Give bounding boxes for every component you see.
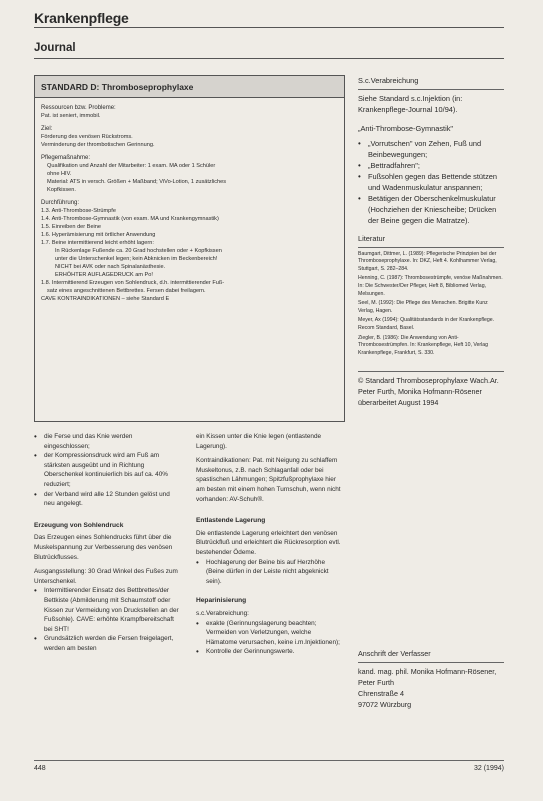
literature-entry: Meyer, Ax (1994): Qualitätsstandards in der Krankenpflege. Recom Standard, Basel. xyxy=(358,317,495,331)
right-column xyxy=(358,75,504,408)
header-rule xyxy=(34,27,504,28)
box-line: Ressourcen bzw. Probleme: xyxy=(41,105,116,111)
author-line: Chrenstraße 4 xyxy=(358,689,404,698)
box-line: 1.8. Intermittierend Erzeugen von Sohlendruck, d.h. intermittierender Fuß- xyxy=(41,280,225,286)
list-item: • Hochlagerung der Beine bis auf Herzhöhe (Beine dürfen in der Leiste nicht abgeknickt sein). xyxy=(196,558,344,587)
list-item: • „Vorrutschen" von Zehen, Fuß und Beinbewegungen; xyxy=(358,138,504,160)
box-line: 1.5. Einreiben der Beine xyxy=(41,224,102,230)
box-line: Pat. ist seniert, immobil. xyxy=(41,113,101,119)
box-line: unter die Unterschenkel legen; kein Abknicken im Beckenbereich! xyxy=(55,256,218,262)
list-item: • Kontrolle der Gerinnungswerte. xyxy=(196,647,344,657)
divider xyxy=(358,89,504,90)
box-line: CAVE KONTRAINDIKATIONEN – siehe Standard E xyxy=(41,296,170,302)
section-heading: Heparinisierung xyxy=(196,597,247,605)
box-line: Kopfkissen. xyxy=(47,187,76,193)
standard-box-body xyxy=(41,104,339,303)
paragraph: Siehe Standard s.c.Injektion (in: Krankenpflege-Journal 10/94). xyxy=(358,94,463,114)
box-line: 1.6. Hyperämisierung mit örtlicher Anwendung xyxy=(41,232,156,238)
journal-subtitle: Journal xyxy=(34,42,76,54)
header-rule-2 xyxy=(34,58,504,59)
list-item: • exakte (Gerinnungslagerung beachten; Vermeiden von Verletzungen, welche Hämatome verursachen, keine i.m.Injektionen); xyxy=(196,619,344,648)
page-number: 448 xyxy=(34,765,46,772)
divider xyxy=(358,371,504,372)
authors-heading: Anschrift der Verfasser xyxy=(358,649,431,658)
paragraph: Die entlastende Lagerung erleichtert den venösen Blutrückfluß und erleichtert die Rückresorption evtl. bestehender Ödeme. xyxy=(196,529,341,556)
box-line: ERHÖHTER AUFLAGEDRUCK am Po! xyxy=(55,272,153,278)
paragraph: „Anti-Thrombose-Gymnastik" xyxy=(358,124,454,133)
author-line: Peter Furth xyxy=(358,678,394,687)
divider xyxy=(358,662,504,663)
box-line: Qualifikation und Anzahl der Mitarbeiter: 1 exam. MA oder 1 Schüler xyxy=(47,163,216,169)
section-heading: Entlastende Lagerung xyxy=(196,517,266,525)
list-item: • „Bettradfahren"; xyxy=(358,160,504,171)
list-item: • Grundsätzlich werden die Fersen freigelagert, werden am besten xyxy=(34,634,180,653)
literature-entry: Baumgart, Dittmer, L. (1989): Pflegerische Prinzipien bei der Thromboseprophylaxe. In: DKZ, Heft 4. Kohlhammer Verlag, Stuttgart, S. 282–284. xyxy=(358,250,497,272)
list-item: • Intermittierender Einsatz des Bettbrettes/der Bettkiste (Abmilderung mit Schaumstoff oder Kissen zur Vermeidung von Druckstellen an der Fußsohle). CAVE: erhöhte Krampfbereitschaft bei SHT! xyxy=(34,586,180,634)
box-line: Förderung des venösen Rückstroms. xyxy=(41,134,133,140)
literature-entry: Ziegler, B. (1986): Die Anwendung von Anti-Thrombosestrümpfen. In: Krankenpflege, Heft 10, Verlag Krankenpflege, Frankfurt, S. 330. xyxy=(358,334,489,356)
box-line: Material: ATS in versch. Größen + Maßband; ViVo-Lotion, 1 zusätzliches xyxy=(47,179,227,185)
paragraph: Das Erzeugen eines Sohlendrucks führt über die Muskelspannung zur Verbesserung des venösen Blutrückflusses. xyxy=(34,534,173,561)
paragraph: ein Kissen unter die Knie legen (entlastende Lagerung). xyxy=(196,433,322,450)
literature-entry: Henning, C. (1987): Thrombosestrümpfe, venöse Maßnahmen. In: Die Schwester/Der Pfleger, Heft 8, Bibliomed Verlag, Melsungen. xyxy=(358,275,503,297)
box-line: Verminderung der thrombotischen Gerinnung. xyxy=(41,142,155,148)
paragraph: s.c.Verabreichung: xyxy=(196,609,249,617)
box-line: Durchführung: xyxy=(41,200,80,206)
paragraph: Ausgangsstellung: 30 Grad Winkel des Fußes zum Unterschenkel. xyxy=(34,568,178,585)
list-item: • die Ferse und das Knie werden eingeschlossen; xyxy=(34,432,180,451)
list-item: • der Verband wird alle 12 Stunden gelöst und neu angelegt. xyxy=(34,490,180,509)
section-heading: S.c.Verabreichung xyxy=(358,76,419,85)
list-item: • Fußsohlen gegen das Bettende stützen und Wadenmuskulatur anspannen; xyxy=(358,171,504,193)
standard-box xyxy=(34,75,345,422)
paragraph: Kontraindikationen: Pat. mit Neigung zu schlaffem Muskeltonus, z.B. nach Schlaganfall oder bei spastischen Lähmungen; Spitzfußprophylaxe hier am besten mit einem hohen Turnschuh, wenn nicht vorhanden: AV-Schuh®. xyxy=(196,457,341,503)
box-line: 1.7. Beine intermittierend leicht erhöht lagern: xyxy=(41,240,154,246)
author-line: kand. mag. phil. Monika Hofmann-Rösener, xyxy=(358,667,497,676)
section-heading: Erzeugung von Sohlendruck xyxy=(34,521,124,529)
issue-number: 32 (1994) xyxy=(474,765,504,772)
box-line: 1.4. Anti-Thrombose-Gymnastik (von exam. MA und Krankengymnastik) xyxy=(41,216,219,222)
list-item: • der Kompressionsdruck wird am Fuß am stärksten ausgeübt und in Richtung Oberschenkel kontinuierlich bis auf ca. 40% reduziert; xyxy=(34,451,180,489)
box-line: Ziel: xyxy=(41,126,53,132)
journal-title: Krankenpflege xyxy=(34,10,129,26)
middle-column xyxy=(196,432,344,657)
authors-block xyxy=(358,648,504,710)
divider xyxy=(358,247,504,248)
box-line: satz eines angeschnittenen Bettbrettes. Fersen dabei freilagern. xyxy=(47,288,206,294)
box-line: Pflegemaßnahme: xyxy=(41,155,91,161)
box-line: ohne HIV. xyxy=(47,171,72,177)
copyright-note: © Standard Thromboseprophylaxe Wach.Ar. Peter Furth, Monika Hofmann-Rösener überarbeitet August 1994 xyxy=(358,376,499,408)
box-line: In Rückenlage Fußende ca. 20 Grad hochstellen oder + Kopfkissen xyxy=(55,248,222,254)
standard-box-title: STANDARD D: Thromboseprophylaxe xyxy=(35,76,344,98)
list-item: • Betätigen der Oberschenkelmuskulatur (Hochziehen der Kniescheibe; Drücken der Beine gegen die Matratze). xyxy=(358,193,504,226)
literature-heading: Literatur xyxy=(358,234,386,243)
author-line: 97072 Würzburg xyxy=(358,700,412,709)
literature-entry: Seel, M. (1992): Die Pflege des Menschen. Brigitte Kunz Verlag, Hagen. xyxy=(358,300,488,314)
footer-rule xyxy=(34,760,504,761)
box-line: 1.3. Anti-Thrombose-Strümpfe xyxy=(41,208,116,214)
box-line: NICHT bei AVK oder nach Spinalanästhesie. xyxy=(55,264,166,270)
left-column xyxy=(34,432,180,653)
